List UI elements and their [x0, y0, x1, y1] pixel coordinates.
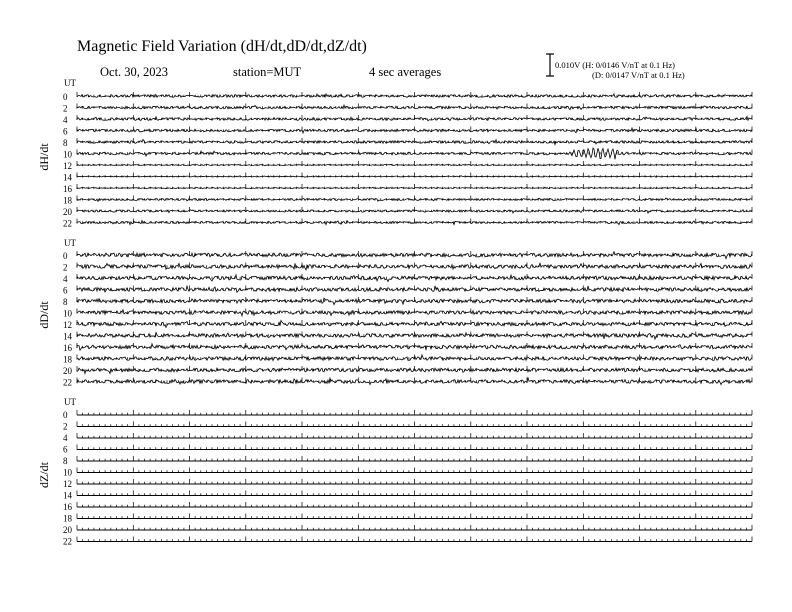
panel-0-row-label-20: 20 — [63, 207, 72, 217]
panel-1-row-label-8: 8 — [63, 297, 68, 307]
panel-1-row-label-22: 22 — [63, 377, 72, 388]
panel-0-ticks-10 — [77, 150, 752, 155]
panel-2-ticks-4 — [77, 433, 752, 438]
panel-2-ticks-10 — [77, 468, 752, 473]
panel-2-ticks-0 — [77, 410, 752, 415]
panel-2-ticks-8 — [77, 456, 752, 461]
panel-2-ticks-6 — [77, 445, 752, 450]
station-label: station=MUT — [233, 65, 302, 79]
panel-1-row-label-6: 6 — [63, 285, 68, 296]
panel-2-ticks-20 — [77, 525, 752, 530]
panel-1-row-label-4: 4 — [63, 274, 68, 284]
averaging-label: 4 sec averages — [369, 65, 442, 79]
panel-1-row-label-10: 10 — [63, 308, 72, 319]
panel-2-ylabel: dZ/dt — [37, 462, 51, 488]
panel-2-row-label-12: 12 — [63, 479, 72, 489]
panel-1-row-label-2: 2 — [63, 262, 68, 273]
panel-0-row-label-18: 18 — [63, 195, 72, 206]
panel-2-ticks-22 — [77, 537, 752, 542]
panel-0-row-label-10: 10 — [63, 149, 72, 160]
panel-1-ylabel: dD/dt — [37, 301, 51, 329]
panel-0-row-label-6: 6 — [63, 126, 68, 137]
chart-title: Magnetic Field Variation (dH/dt,dD/dt,dZ/dt) — [77, 38, 367, 55]
panel-2-row-label-22: 22 — [63, 536, 72, 547]
date-label: Oct. 30, 2023 — [100, 65, 169, 79]
panel-0-row-label-22: 22 — [63, 218, 72, 229]
panel-2-row-label-10: 10 — [63, 467, 72, 478]
panel-1-row-label-16: 16 — [63, 343, 72, 353]
panel-1-ticks-22 — [77, 378, 752, 383]
panel-1-row-label-20: 20 — [63, 366, 72, 376]
panel-2-row-label-6: 6 — [63, 444, 68, 455]
scale-bar-d-value: (D: 0/0147 V/nT at 0.1 Hz) — [592, 70, 685, 80]
panel-2-row-label-2: 2 — [63, 421, 68, 432]
panel-2-row-label-18: 18 — [63, 513, 72, 524]
panel-0-row-label-4: 4 — [63, 115, 68, 125]
panel-2-ticks-12 — [77, 479, 752, 484]
panel-2-row-label-20: 20 — [63, 525, 72, 535]
panel-0-ut-label: UT — [64, 78, 76, 88]
panel-2-row-label-4: 4 — [63, 433, 68, 443]
panel-1-row-label-18: 18 — [63, 354, 72, 365]
panel-2-ticks-18 — [77, 514, 752, 519]
panel-0-row-label-16: 16 — [63, 184, 72, 194]
panel-0-ylabel: dH/dt — [37, 143, 51, 171]
panel-0-row-label-14: 14 — [63, 172, 72, 183]
panel-1-row-label-14: 14 — [63, 331, 72, 342]
panel-2-row-label-8: 8 — [63, 456, 68, 466]
panel-2-row-label-0: 0 — [63, 410, 68, 420]
panel-2-ticks-16 — [77, 502, 752, 507]
panel-1-ut-label: UT — [64, 238, 76, 248]
panel-0-row-label-8: 8 — [63, 138, 68, 148]
panel-2-row-label-16: 16 — [63, 502, 72, 512]
panel-2-ticks-14 — [77, 491, 752, 496]
panel-0-row-label-2: 2 — [63, 103, 68, 114]
panel-2-row-label-14: 14 — [63, 490, 72, 501]
panel-1-ticks-10 — [77, 309, 752, 314]
panel-0-row-label-12: 12 — [63, 161, 72, 171]
scale-bar-value: 0.010V (H: 0/0146 V/nT at 0.1 Hz) — [555, 60, 675, 70]
panel-0-row-label-0: 0 — [63, 92, 68, 102]
panel-2-ut-label: UT — [64, 397, 76, 407]
panel-2-ticks-2 — [77, 422, 752, 427]
panel-1-row-label-0: 0 — [63, 251, 68, 261]
panel-0-ticks-18 — [77, 196, 752, 201]
panel-1-row-label-12: 12 — [63, 320, 72, 330]
